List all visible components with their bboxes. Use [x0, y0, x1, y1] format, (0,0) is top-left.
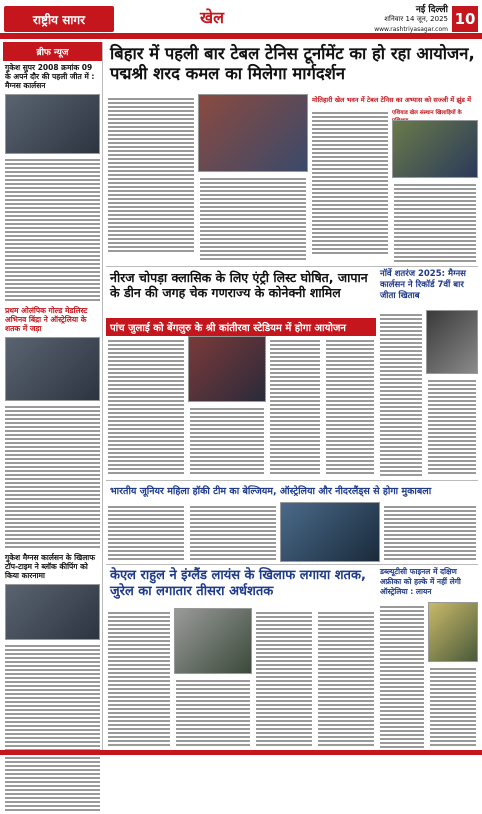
section-title: खेल: [200, 8, 224, 27]
rahul-story-header: [106, 566, 376, 606]
brief-title-1: गुकेश सुपर 2008 क्रमांक 09 के अपने दौर की पहली जीत में : मैग्नस कार्लसन: [5, 63, 95, 90]
page-footer-band: [0, 750, 482, 755]
second-text-col-3: [268, 336, 322, 478]
lead-subhead: [310, 94, 478, 108]
second-bar-text: पांच जुलाई को बेंगलुरु के श्री कांतीरवा स्टेडियम में होगा आयोजन: [106, 318, 376, 336]
lead-caption-text: एशियाड खेल संस्थान खिलाड़ियों के: [392, 110, 462, 116]
lead-headline: बिहार में पहली बार टेबल टेनिस टूर्नामेंट का हो रहा आयोजन, पद्मश्री शरद कमल का मिलेगा मार्गदर्शन: [110, 44, 475, 83]
second-story-header: [106, 268, 376, 316]
hockey-text-col-2: [188, 502, 278, 562]
hockey-headline: भारतीय जूनियर महिला हॉकी टीम का बेल्जियम, ऑस्ट्रेलिया और नीदरलैंड्स से होगा मुकाबला: [110, 486, 432, 497]
lead-text-col-2: [198, 174, 308, 264]
hockey-text-col-3: [382, 502, 478, 562]
brief-title-3: गुकेश मैग्नस कार्लसन के खिलाफ टॉप-टाइम ने ब्लॉक कीपिंग को किया कारनामा: [5, 553, 96, 580]
rahul-text-col-2: [174, 676, 252, 748]
rahul-photo: [174, 608, 252, 674]
dateline-date: शनिवार 14 जून, 2025: [384, 15, 448, 23]
brief-photo-3: [5, 584, 100, 640]
main-area: [106, 42, 478, 750]
brief-photo-2: [5, 337, 100, 401]
second-story-bar: [106, 318, 376, 334]
dateline-city: नई दिल्ली: [415, 5, 448, 15]
side-photo: [426, 310, 478, 374]
header-band: [0, 33, 482, 39]
hockey-story-header: [106, 482, 478, 500]
dateline: [384, 6, 448, 24]
lead-story-header: [106, 42, 478, 94]
brief-photo-1: [5, 94, 100, 154]
page-header: [0, 0, 482, 42]
final-headline: डब्ल्यूटीसी फाइनल में दक्षिण अफ्रीका को हल्के में नहीं लेगी ऑस्ट्रेलिया : लायन: [380, 567, 461, 596]
rahul-text-col-1: [106, 608, 172, 748]
brief-section-label: ब्रीफ न्यूज: [3, 42, 102, 61]
brief-column: [3, 42, 103, 750]
side-story-header: [378, 268, 478, 308]
lead-photo-1: [198, 94, 308, 172]
divider-2: [106, 480, 478, 481]
lead-photo-2: [392, 120, 478, 178]
side-text-col-1: [378, 310, 424, 478]
lead-text-col-3: [310, 108, 390, 264]
rahul-text-col-4: [316, 608, 376, 748]
brief-body-3: [3, 642, 102, 814]
second-photo: [188, 336, 266, 402]
hockey-photo: [280, 502, 380, 562]
rahul-text-col-3: [254, 608, 314, 748]
rahul-headline: केएल राहुल ने इंग्लैंड लायंस के खिलाफ लगाया शतक, जुरेल का लगातार तीसरा अर्धशतक: [110, 568, 366, 599]
lead-text-col-4: [392, 180, 478, 264]
lead-subhead-text: मोतिहारी खेल भवन में टेबल टेनिस का अभ्यास को सज्जी में झुंड में: [312, 96, 472, 104]
side-headline: नॉर्वे शतरंज 2025: मैग्नस कार्लसन ने रिकॉर्ड 7वीं बार जीता खिताब: [380, 269, 466, 301]
second-headline: नीरज चोपड़ा क्लासिक के लिए एंट्री लिस्ट घोषित, जापान के डीन की जगह चेक गणराज्य के कोनेक्नी शामिल: [110, 270, 368, 300]
brief-title-2: प्रथम ओलंपिक गोल्ड मेडलिस्ट अभिनव बिंद्रा ने ऑस्ट्रेलिया के शतक में जड़ा: [5, 306, 88, 333]
second-text-col-1: [106, 336, 186, 478]
divider-3: [106, 564, 478, 565]
hockey-text-col-1: [106, 502, 186, 562]
final-text-col-2: [428, 664, 478, 748]
divider-1: [106, 266, 478, 267]
final-story-header: [378, 566, 478, 600]
side-text-col-2: [426, 376, 478, 478]
brief-body-2: [3, 403, 102, 551]
lead-text-col-1: [106, 94, 196, 264]
brief-body-1: [3, 156, 102, 304]
final-photo: [428, 602, 478, 662]
final-text-col-1: [378, 602, 426, 748]
lead-photo-caption: [392, 108, 478, 118]
second-text-col-2: [188, 404, 266, 478]
website: www.rashtriyasagar.com: [374, 26, 448, 33]
second-text-col-4: [324, 336, 376, 478]
page-number: 10: [452, 6, 478, 32]
masthead: राष्ट्रीय सागर: [4, 6, 114, 32]
